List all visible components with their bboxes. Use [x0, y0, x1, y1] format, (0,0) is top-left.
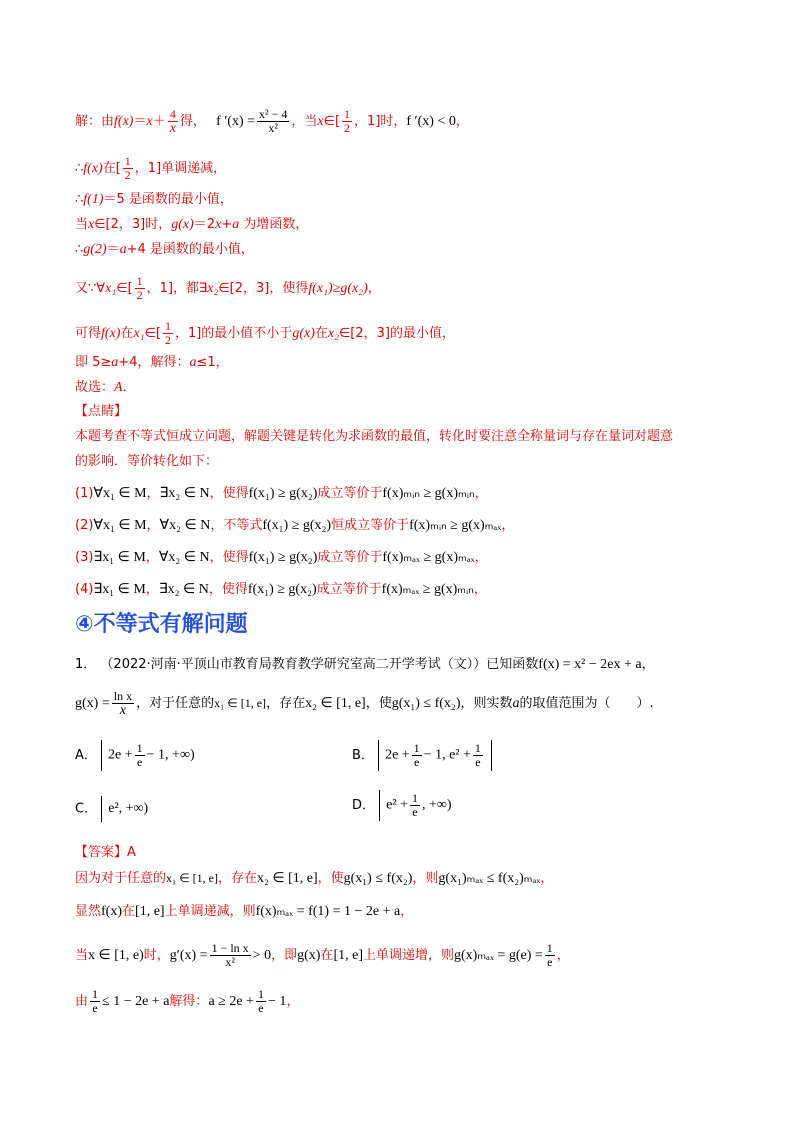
text: +4，解得： [118, 355, 190, 370]
math: g(x)ₘₐₓ = g(e) = [454, 948, 543, 963]
math: f(x) [83, 161, 103, 176]
text: ，即 [271, 948, 298, 963]
math: [1, e] [135, 904, 165, 919]
text: 恒成立等价于 [331, 518, 410, 533]
text: 在 [320, 948, 334, 963]
math: g(x₁)ₘₐₓ ≤ f(x₂)ₘₐₓ [438, 871, 541, 886]
text: 在 [314, 326, 328, 341]
math: f(x)ₘᵢₙ ≥ g(x)ₘₐₓ [409, 518, 502, 533]
math: a [189, 355, 197, 370]
text: ， [473, 582, 487, 597]
text: ， [556, 948, 570, 963]
math: g(x) [171, 217, 194, 232]
text: 显然 [75, 904, 102, 919]
text: 即 5≥ [75, 355, 112, 370]
text: 在 [120, 326, 134, 341]
math: > 0 [252, 948, 272, 963]
text: 因为对于任意的 [75, 871, 167, 886]
note-paragraph-1: 本题考查不等式恒成立问题，解题关键是转化为求函数的最值，转化时要注意全称量词与存在量词对题意 [75, 429, 674, 444]
text: ， [367, 281, 381, 296]
text: 由 [75, 994, 89, 1009]
math: g(2) [83, 242, 107, 257]
solution-line-4 [75, 215, 308, 235]
section-heading: ④不等式有解问题 [75, 612, 248, 637]
text: ， [474, 550, 488, 565]
text: ，1]单调递减， [134, 161, 227, 176]
math: ∃x₁ ∈ M [93, 550, 146, 565]
math: g′(x) = [169, 948, 208, 963]
item-number: (1) [75, 486, 94, 501]
text: 上单调递增，则 [362, 948, 454, 963]
problem-line-2 [75, 690, 654, 717]
option-label: A． [75, 748, 97, 763]
problem-source: （2022·河南·平顶山市教育局教育教学研究室高二开学考试（文））已知函数 [100, 657, 539, 672]
math: f(x₁) ≥ g(x₂) [248, 550, 318, 565]
text: ，使 [317, 871, 344, 886]
math: ∀x₁ ∈ M [93, 486, 147, 501]
text: ， [146, 486, 160, 501]
option-b[interactable] [352, 740, 492, 771]
text: ∴ [75, 242, 84, 257]
text: 解得： [169, 994, 209, 1009]
math: − 1 [267, 994, 287, 1009]
math: g(x) [292, 326, 315, 341]
fraction: $\frac{1}{2}$ [344, 107, 351, 135]
fraction: $\frac{1}{e}$ [92, 987, 99, 1015]
solution-line-9 [75, 378, 136, 398]
text: ，1]时， [354, 114, 407, 129]
math: ∀x₁ ∈ M [93, 518, 147, 533]
text: ， [146, 518, 160, 533]
math: a [232, 217, 240, 232]
fraction: $\frac{\text{x² − 4}}{\text{x²}}$ [259, 107, 288, 135]
text: ，1]，都∃ [146, 281, 208, 296]
math: g(x₁) ≤ f(x₂) [391, 696, 461, 711]
math: f(x) = x² − 2ex + a [538, 657, 642, 672]
math: x₂ ∈ [1, e] [305, 696, 366, 711]
math: f(x₁)≥g(x₂) [308, 281, 368, 296]
solution-line-5 [75, 240, 254, 260]
math: a ≥ 2e + [208, 994, 254, 1009]
text: ，当 [291, 114, 318, 129]
fraction: $\frac{\text{ln x}}{x}$ [113, 689, 133, 718]
math: g(x) = [75, 696, 110, 711]
fraction: $\frac{\text{1 − ln x}}{\text{x²}}$ [211, 941, 249, 969]
math: f(x₁) ≥ g(x₂) [248, 486, 318, 501]
math: x [317, 114, 324, 129]
fraction: $\frac{4}{x}$ [169, 107, 176, 136]
option-c[interactable] [75, 796, 154, 822]
solution-line-1 [75, 108, 469, 135]
text: 成立等价于 [316, 582, 382, 597]
text: ∴ [75, 192, 84, 207]
note-item-2 [75, 516, 514, 536]
math: g(x) [297, 948, 321, 963]
math: a [512, 696, 520, 711]
math: f(x)ₘₐₓ ≥ g(x)ₘᵢₙ [381, 582, 474, 597]
text: 在 [122, 904, 136, 919]
text: ＝ [133, 114, 147, 129]
math: f(x₁) ≥ g(x₂) [247, 582, 317, 597]
option-label: B． [352, 748, 374, 763]
text: ， [145, 582, 159, 597]
math: x₂ [327, 326, 339, 341]
math: ∃x₂ ∈ N [158, 582, 209, 597]
solution-line-3 [75, 190, 233, 210]
text: ，存在 [217, 871, 257, 886]
math: f(x) [101, 904, 123, 919]
note-title: 【点睛】 [75, 404, 128, 419]
math: g(x₁) ≤ f(x₂) [343, 871, 413, 886]
text: 上单调递减，则 [164, 904, 256, 919]
text: 时， [143, 948, 170, 963]
text: 又∵∀ [75, 281, 106, 296]
math: f(x)ₘₐₓ ≥ g(x)ₘₐₓ [382, 550, 475, 565]
math: a [111, 355, 119, 370]
text: ， [474, 486, 488, 501]
math: f(x) [114, 114, 134, 129]
answer-label: 【答案】A [75, 845, 136, 860]
text: ∈[ [323, 114, 341, 129]
text: 当 [75, 948, 89, 963]
option-label: D． [352, 798, 376, 813]
math: ∃x₁ ∈ M [93, 582, 146, 597]
text: 成立等价于 [317, 486, 383, 501]
math: f(1) [83, 192, 104, 207]
math: x₁ [133, 326, 145, 341]
math: f(x)ₘᵢₙ ≥ g(x)ₘᵢₙ [382, 486, 475, 501]
answer-line-1 [75, 868, 553, 889]
text: ，不等式 [210, 518, 263, 533]
answer-line-4 [75, 988, 299, 1015]
math: f ′(x) < 0 [406, 114, 456, 129]
note-item-4 [75, 580, 487, 600]
text: ∴ [75, 161, 84, 176]
math: ≤ 1 − 2e + a [102, 994, 170, 1009]
text: ． [122, 380, 136, 395]
math: x₁ [105, 281, 117, 296]
text: ，使得 [209, 550, 249, 565]
text: ， [400, 904, 414, 919]
text: ，存在 [266, 696, 306, 711]
math: x [146, 114, 153, 129]
fraction: $\frac{1}{e}$ [257, 987, 264, 1015]
math: a [119, 242, 127, 257]
text: ＝2 [193, 217, 216, 232]
text: +4 是函数的最小值， [126, 242, 254, 257]
text: + [221, 217, 233, 232]
fraction: $\frac{1}{2}$ [136, 274, 143, 302]
fraction: $\frac{1}{2}$ [164, 319, 171, 347]
text: 当 [75, 217, 89, 232]
math: x₂ [207, 281, 219, 296]
text: 得， [179, 114, 206, 129]
fraction: $\frac{1}{2}$ [124, 154, 131, 182]
text: 在[ [102, 161, 121, 176]
option-d-value: e² + $\frac{1}{e}$ , +∞) [379, 790, 457, 821]
option-d[interactable] [352, 790, 458, 821]
option-a-value: 2e + $\frac{1}{e}$ − 1, +∞) [101, 740, 201, 771]
text: ， [540, 871, 554, 886]
math: x [215, 217, 222, 232]
item-number: (4) [75, 582, 94, 597]
note-paragraph-2: 的影响．等价转化如下： [75, 454, 219, 469]
text: ， [286, 994, 300, 1009]
text: ∈[ [144, 326, 161, 341]
note-item-3 [75, 548, 488, 568]
text: ＝ [106, 242, 120, 257]
math: ∃x₂ ∈ N [159, 486, 210, 501]
item-number: (2) [75, 518, 94, 533]
math: f(x) [101, 326, 121, 341]
math: x₂ ∈ [1, e] [257, 871, 318, 886]
fraction: $\frac{1}{e}$ [546, 941, 553, 969]
text: ，使得 [208, 582, 248, 597]
solution-line-6 [75, 275, 381, 302]
text: 成立等价于 [317, 550, 383, 565]
derivative-expr: f ′(x) = [216, 114, 256, 129]
text: ∈[2，3]的最小值， [338, 326, 455, 341]
text: ，对于任意的 [136, 696, 215, 711]
option-label: C． [75, 801, 98, 817]
item-number: (3) [75, 550, 94, 565]
math: ∀x₂ ∈ N [158, 550, 210, 565]
text: ，使得 [209, 486, 249, 501]
answer-line-2 [75, 902, 413, 922]
option-c-value: e², +∞) [101, 796, 154, 822]
text: ， [641, 657, 655, 672]
text: ， [455, 114, 469, 129]
text: 解：由 [75, 114, 115, 129]
solution-line-7 [75, 320, 455, 347]
text: ，使 [365, 696, 392, 711]
text: ≤1， [196, 355, 229, 370]
math: x [88, 217, 95, 232]
problem-line-1 [75, 655, 655, 675]
text: ＋ [152, 114, 166, 129]
text: ∈[2，3]，使得 [218, 281, 309, 296]
math: f(x)ₘₐₓ = f(1) = 1 − 2e + a [255, 904, 401, 919]
text: 为增函数， [239, 217, 309, 232]
text: ，1]的最小值不小于 [174, 326, 293, 341]
note-item-1 [75, 484, 488, 504]
text: ＝5 是函数的最小值， [103, 192, 233, 207]
math: A [114, 380, 123, 395]
text: 的取值范围为（ ）. [519, 696, 654, 711]
option-a[interactable] [75, 740, 201, 771]
text: ∈[ [116, 281, 133, 296]
math: ∀x₂ ∈ N [159, 518, 211, 533]
solution-line-2 [75, 155, 226, 182]
text: ， [145, 550, 159, 565]
text: ， [501, 518, 515, 533]
answer-line-3 [75, 942, 570, 969]
text: ，则 [412, 871, 439, 886]
math: x₁ ∈ [1, e] [214, 696, 267, 710]
text: ∈[2，3]时， [94, 217, 172, 232]
text: 故选： [75, 380, 115, 395]
math: x ∈ [1, e) [88, 948, 144, 963]
text: ，则实数 [460, 696, 513, 711]
problem-number: 1． [75, 657, 97, 672]
option-b-value: 2e + $\frac{1}{e}$ − 1, e² + $\frac{1}{e}$ [378, 740, 492, 771]
text: 可得 [75, 326, 102, 341]
math: x₁ ∈ [1, e] [166, 871, 218, 885]
math: f(x₁) ≥ g(x₂) [262, 518, 332, 533]
solution-line-8 [75, 353, 229, 373]
math: [1, e] [333, 948, 363, 963]
